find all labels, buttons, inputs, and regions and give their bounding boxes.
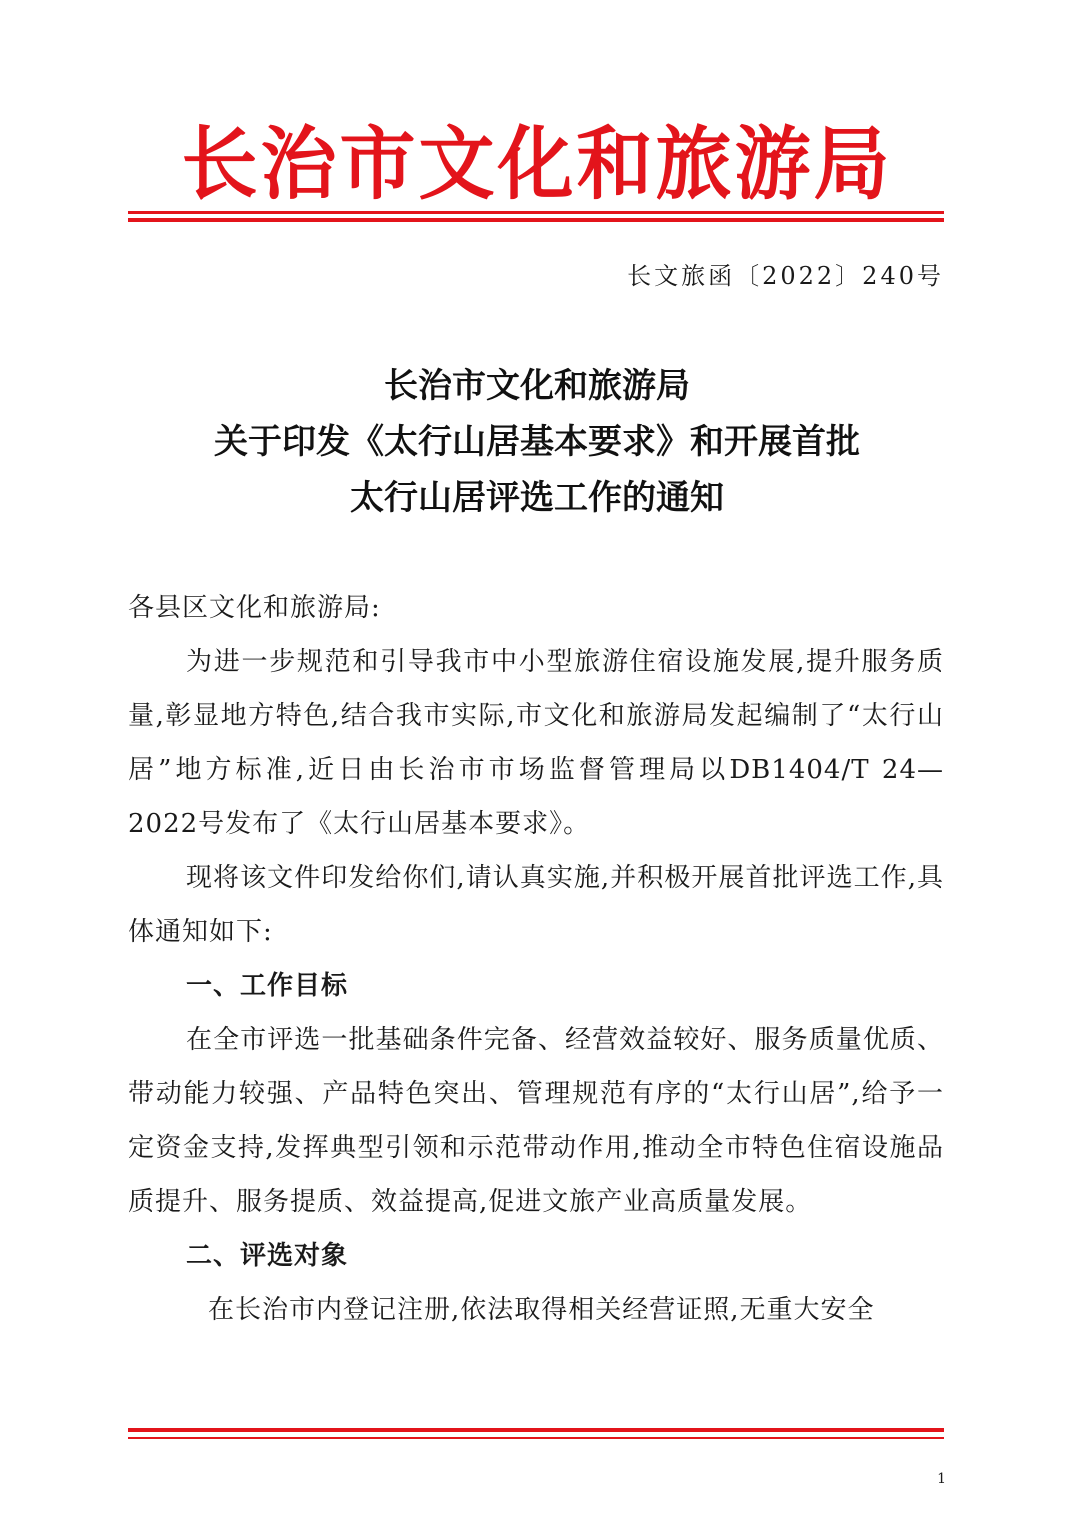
agency-masthead: 长治市文化和旅游局 [181, 116, 893, 211]
salutation: 各县区文化和旅游局: [128, 593, 381, 623]
header-rule-thick [128, 218, 944, 222]
footer-rule-thick [128, 1428, 944, 1432]
header-rule-thin [128, 211, 944, 214]
title-line-2: 关于印发《太行山居基本要求》和开展首批 [214, 422, 860, 462]
paragraph-intro: 为进一步规范和引导我市中小型旅游住宿设施发展,提升服务质量,彰显地方特色,结合我市实际,市文化和旅游局发起编制了“太行山居”地方标准,近日由长治市市场监督管理局以DB1404/T 24—2022号发布了《太行山居基本要求》。 [128, 647, 944, 839]
document-number: 长文旅函〔2022〕240号 [627, 262, 944, 290]
section-heading-goals: 一、工作目标 [186, 971, 349, 1001]
title-line-1: 长治市文化和旅游局 [384, 366, 690, 406]
section-heading-targets: 二、评选对象 [186, 1241, 349, 1271]
paragraph-goals: 在全市评选一批基础条件完备、经营效益较好、服务质量优质、带动能力较强、产品特色突出、管理规范有序的“太行山居”,给予一定资金支持,发挥典型引领和示范带动作用,推动全市特色住宿设施品质提升、服务提质、效益提高,促进文旅产业高质量发展。 [128, 1025, 944, 1217]
notice-title [0, 358, 1074, 526]
document-body [128, 581, 944, 1337]
page-number: 1 [937, 1471, 946, 1487]
paragraph-targets: 在长治市内登记注册,依法取得相关经营证照,无重大安全 [208, 1295, 875, 1325]
paragraph-instruction: 现将该文件印发给你们,请认真实施,并积极开展首批评选工作,具体通知如下: [128, 863, 944, 947]
title-line-3: 太行山居评选工作的通知 [350, 478, 724, 518]
footer-rule-thin [128, 1437, 944, 1439]
